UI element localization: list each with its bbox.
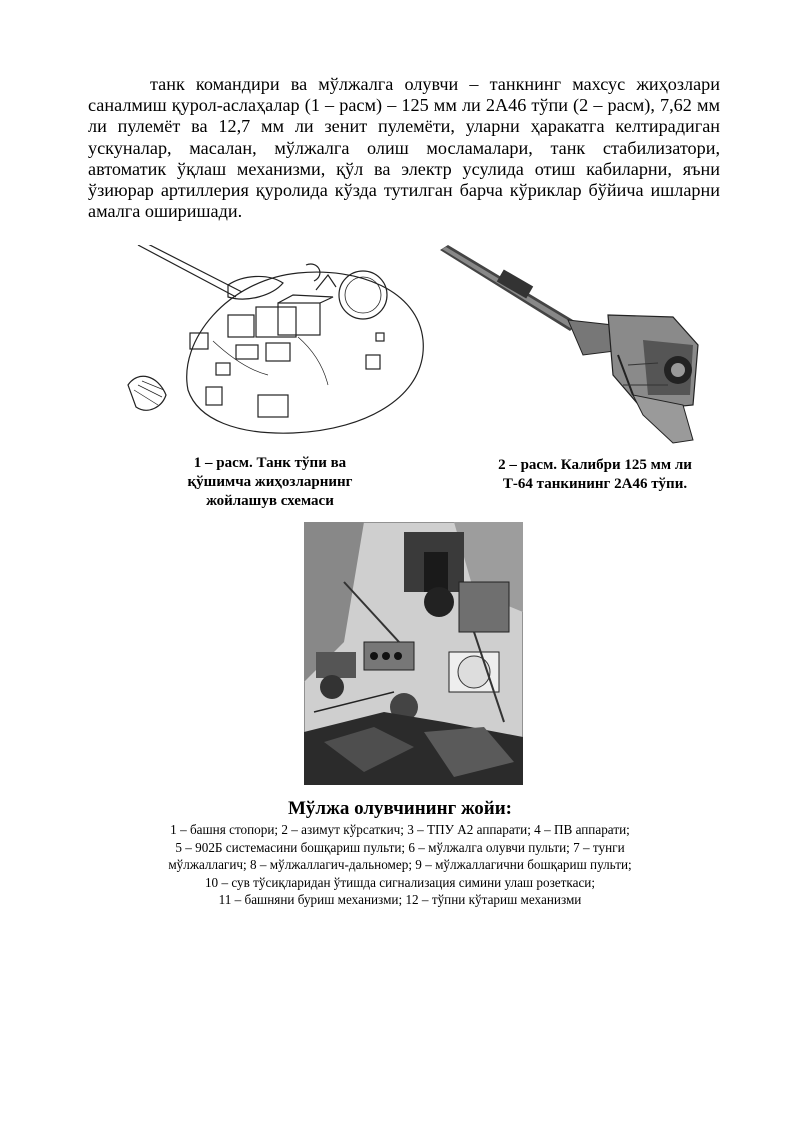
legend-line: 11 – башняни буриш механизми; 12 – тўпни кўтариш механизми [218, 892, 582, 907]
legend-line: 5 – 902Б системасини бошқариш пульти; 6 – мўлжалга олувчи пульти; 7 – тунги [175, 839, 625, 855]
figure-1-caption-line-3: жойлашув схемаси [206, 493, 334, 509]
legend-line: 1 – башня стопори; 2 – азимут кўрсаткич; 3 – ТПУ А2 аппарати; 4 – ПВ аппарати; [170, 822, 630, 837]
legend-line: 10 – сув тўсиқларидан ўтишда сигнализация симини улаш розеткаси; [204, 874, 596, 890]
figure-2-caption [455, 456, 735, 494]
figure-1-caption [140, 454, 400, 511]
figure-3-legend [100, 821, 700, 909]
body-paragraph: танк командири ва мўлжалга олувчи – танкнинг махсус жиҳозлари саналмиш қурол-аслаҳалар (1 – расм) – 125 мм ли 2А46 тўпи (2 – расм), 7,62 мм ли пулемёт ва 12,7 мм ли зенит пулемёти, уларни ҳаракатга келтирадиган ускуналар, масалан, мўлжалга олиш мосламалари, танк стабилизатори, автоматик ўқлаш механизми, қўл ва электр усулида отиш кабиларни, яъни ўзиюрар артиллерия қуролида кўзда тутилган барча кўриклар бўйича ишларни амалга оширишади. [88, 74, 720, 222]
figure-3-gunner-station-photo [304, 522, 523, 785]
figure-2-gun-illustration [438, 245, 718, 445]
figure-3-title: Мўлжа олувчининг жойи: [288, 798, 512, 819]
figure-1-turret-schematic [118, 245, 438, 450]
legend-line: мўлжаллагич; 8 – мўлжаллагич-дальномер; 9 – мўлжаллагични бошқариш пульти; [168, 857, 632, 872]
figure-1-caption-line-1: 1 – расм. Танк тўпи ва [193, 455, 347, 471]
figure-2-caption-line-1: 2 – расм. Калибри 125 мм ли [498, 457, 692, 473]
figure-1-caption-line-2: қўшимча жиҳозларнинг [187, 474, 353, 490]
figure-2-caption-line-2: Т-64 танкининг 2А46 тўпи. [502, 476, 688, 492]
